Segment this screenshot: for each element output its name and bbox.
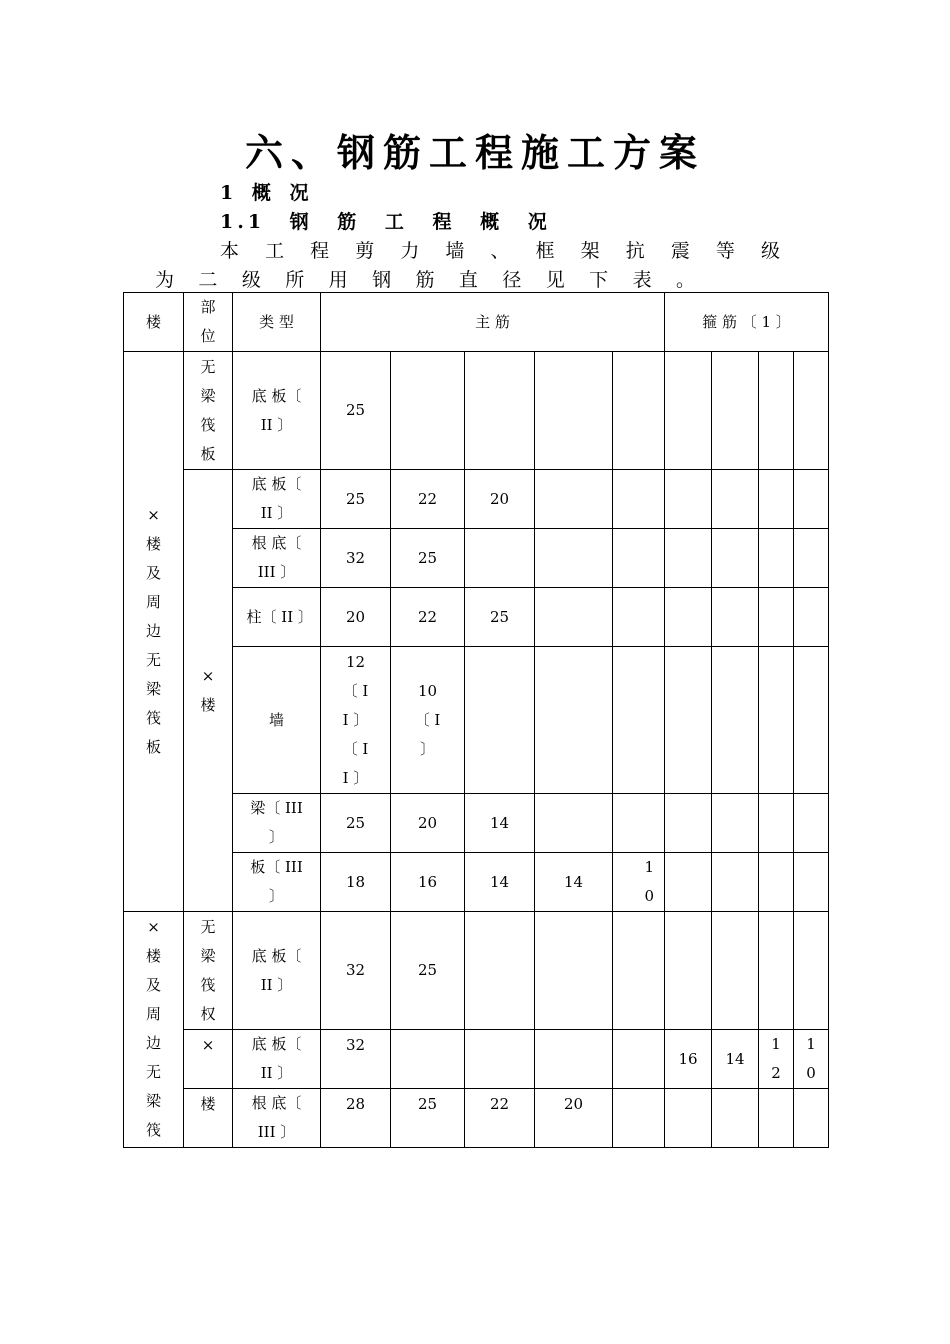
value-cell [665,470,712,529]
rebar-table [123,292,829,1148]
value-cell: 25 [391,1089,465,1148]
subsection-heading: 1.1 钢 筋 工 程 概 况 [220,211,551,233]
header-part: 部位 [184,293,233,352]
part-cell: 无梁筏权 [184,912,233,1030]
value-cell: 32 [321,529,391,588]
value-cell: 14 [465,794,535,853]
header-stirrup: 箍 筋 〔 1 〕 [665,293,829,352]
value-cell [535,352,613,470]
value-cell [794,1089,829,1148]
value-cell [535,794,613,853]
value-cell: 28 [321,1089,391,1148]
value-cell [613,352,665,470]
page-title: 六、钢筋工程施工方案 [244,130,705,175]
type-cell: 底 板〔 II 〕 [233,352,321,470]
value-cell [613,647,665,794]
value-cell: 25 [391,529,465,588]
value-cell [665,794,712,853]
value-cell: 18 [321,853,391,912]
value-cell [712,912,759,1030]
type-cell: 根 底〔 III 〕 [233,529,321,588]
paragraph-line-1: 本工程剪力墙、框架抗震等级 [220,240,780,262]
value-cell [613,794,665,853]
value-cell [794,588,829,647]
value-cell: 10 [794,1030,829,1089]
value-cell [712,470,759,529]
part-cell: × [184,1030,233,1089]
value-cell: 32 [321,1030,391,1089]
value-cell [465,352,535,470]
value-cell: 16 [665,1030,712,1089]
section-heading: 1 概 况 [220,182,315,204]
value-cell [794,853,829,912]
value-cell: 10〔 I 〕 [391,647,465,794]
value-cell [759,1089,794,1148]
value-cell [465,647,535,794]
value-cell [465,1030,535,1089]
value-cell: 22 [465,1089,535,1148]
value-cell [794,529,829,588]
value-cell: 14 [465,853,535,912]
value-cell [391,352,465,470]
value-cell [535,529,613,588]
value-cell [665,647,712,794]
value-cell [665,352,712,470]
value-cell [613,529,665,588]
value-cell [535,588,613,647]
value-cell: 14 [535,853,613,912]
type-cell: 板〔 III 〕 [233,853,321,912]
value-cell [535,470,613,529]
floor-cell-group1: ×楼及周边无梁筏板 [124,352,184,912]
value-cell: 10 [613,853,665,912]
value-cell [759,352,794,470]
value-cell [465,912,535,1030]
value-cell: 25 [321,470,391,529]
type-cell: 底 板〔 II 〕 [233,470,321,529]
value-cell: 25 [321,794,391,853]
paragraph-line-2: 为二级所用钢筋直径见下表。 [155,269,695,291]
value-cell [613,1030,665,1089]
value-cell [391,1030,465,1089]
value-cell [613,912,665,1030]
value-cell: 25 [465,588,535,647]
value-cell: 32 [321,912,391,1030]
type-cell: 底 板〔 II 〕 [233,1030,321,1089]
value-cell [794,470,829,529]
value-cell [665,588,712,647]
value-cell: 16 [391,853,465,912]
value-cell [712,1089,759,1148]
value-cell [613,470,665,529]
value-cell [712,352,759,470]
value-cell [759,912,794,1030]
value-cell: 20 [391,794,465,853]
value-cell: 22 [391,588,465,647]
value-cell [665,912,712,1030]
value-cell [712,647,759,794]
value-cell [794,912,829,1030]
value-cell [712,529,759,588]
value-cell [613,1089,665,1148]
value-cell [535,647,613,794]
value-cell [794,647,829,794]
value-cell [535,912,613,1030]
part-cell: ×楼 [184,470,233,912]
value-cell [712,588,759,647]
value-cell [759,647,794,794]
value-cell: 25 [321,352,391,470]
value-cell [759,794,794,853]
value-cell [712,853,759,912]
value-cell [794,352,829,470]
part-cell: 无梁筏板 [184,352,233,470]
type-cell: 柱〔 II 〕 [233,588,321,647]
header-floor: 楼 [124,293,184,352]
value-cell [759,470,794,529]
value-cell [759,588,794,647]
value-cell [665,853,712,912]
type-cell: 根 底〔 III 〕 [233,1089,321,1148]
value-cell [759,529,794,588]
value-cell [794,794,829,853]
header-type: 类 型 [233,293,321,352]
value-cell: 22 [391,470,465,529]
value-cell [465,529,535,588]
value-cell: 20 [321,588,391,647]
value-cell: 14 [712,1030,759,1089]
value-cell [712,794,759,853]
value-cell [535,1030,613,1089]
header-main-rebar: 主 筋 [321,293,665,352]
type-cell: 梁〔 III 〕 [233,794,321,853]
type-cell: 底 板〔 II 〕 [233,912,321,1030]
part-cell: 楼 [184,1089,233,1148]
value-cell: 25 [391,912,465,1030]
value-cell: 12〔 II 〕〔 II 〕 [321,647,391,794]
value-cell [665,1089,712,1148]
value-cell: 12 [759,1030,794,1089]
value-cell: 20 [465,470,535,529]
value-cell [665,529,712,588]
value-cell [613,588,665,647]
type-cell: 墙 [233,647,321,794]
value-cell [759,853,794,912]
value-cell: 20 [535,1089,613,1148]
floor-cell-group2: ×楼及周边无梁筏 [124,912,184,1148]
